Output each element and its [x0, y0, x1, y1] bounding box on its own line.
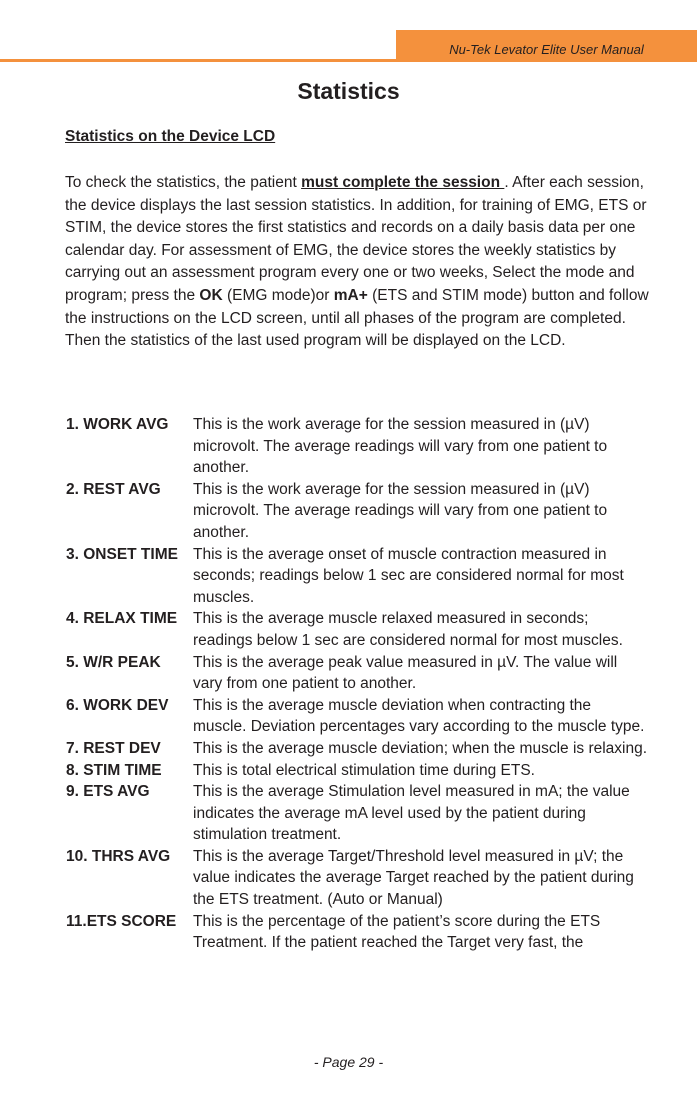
intro-paragraph: [65, 172, 655, 353]
definition-desc: This is the work average for the session measured in (µV) microvolt. The average readings will vary from one patient to another.: [193, 480, 608, 541]
definition-item: [66, 781, 656, 846]
page-number: - Page 29 -: [313, 1054, 384, 1070]
definition-desc: This is the work average for the session measured in (µV) microvolt. The average readings will vary from one patient to another.: [193, 416, 608, 477]
definition-item: [66, 846, 656, 911]
definition-term: 8. STIM TIME: [66, 761, 162, 779]
definition-term: 10. THRS AVG: [66, 847, 171, 865]
definition-desc: This is total electrical stimulation time during ETS.: [193, 761, 535, 779]
intro-text-1: To check the statistics, the patient: [65, 174, 302, 191]
intro-emphasis: must complete the session: [301, 174, 505, 191]
definition-item: [66, 479, 656, 544]
definition-item: [66, 911, 656, 954]
manual-title: Nu-Tek Levator Elite User Manual: [449, 42, 644, 57]
definition-desc: This is the average muscle relaxed measured in seconds; readings below 1 sec are considered normal for most muscles.: [193, 610, 623, 649]
definition-term: 2. REST AVG: [66, 480, 161, 498]
page-title: Statistics: [297, 78, 400, 104]
definition-desc: This is the average muscle deviation; when the muscle is relaxing.: [193, 739, 648, 757]
definition-desc: This is the percentage of the patient’s score during the ETS Treatment. If the patient reached the Target very fast, the: [193, 912, 601, 952]
intro-text-2: . After each session, the device displays the last session statistics. In addition, for training of EMG, ETS or STIM, the device stores the first statistics and records on a daily basis data per one calendar day. For assessment of EMG, the device stores the weekly statistics by carrying out an assessment program every one or two weeks, Select the mode and program; press the: [65, 174, 647, 304]
definition-term: 6. WORK DEV: [66, 696, 169, 714]
definition-term: 11.ETS SCORE: [66, 912, 177, 930]
ma-key-label: mA+: [333, 286, 368, 304]
definition-item: [66, 652, 656, 695]
ok-key-label: OK: [199, 286, 223, 304]
definition-desc: This is the average Target/Threshold level measured in µV; the value indicates the average Target reached by the patient during the ETS treatment. (Auto or Manual): [193, 847, 634, 909]
section-heading: Statistics on the Device LCD: [65, 128, 276, 145]
definition-term: 5. W/R PEAK: [66, 653, 161, 671]
definition-desc: This is the average muscle deviation when contracting the muscle. Deviation percentages vary according to the muscle type.: [193, 696, 645, 736]
definition-term: 4. RELAX TIME: [66, 610, 178, 628]
definition-item: [66, 738, 656, 760]
intro-text-3: (EMG mode)or: [222, 286, 334, 304]
definition-item: [66, 695, 656, 738]
definition-desc: This is the average onset of muscle contraction measured in seconds; readings below 1 sec are considered normal for most muscles.: [193, 545, 624, 606]
definition-item: [66, 544, 656, 609]
definition-desc: This is the average peak value measured in µV. The value will vary from one patient to another.: [193, 653, 618, 693]
definition-term: 3. ONSET TIME: [66, 545, 178, 563]
header-rule: [0, 59, 697, 62]
definition-term: 1. WORK AVG: [66, 416, 169, 433]
definition-list: [66, 414, 656, 954]
definition-item: [66, 760, 656, 782]
definition-item: [66, 414, 656, 479]
definition-term: 9. ETS AVG: [66, 783, 150, 801]
definition-item: [66, 608, 656, 651]
intro-text-4: (ETS and STIM mode) button and follow the instructions on the LCD screen, until all phases of the program are completed. Then the statistics of the last used program will be displayed on the LCD.: [65, 286, 649, 350]
definition-term: 7. REST DEV: [66, 739, 161, 757]
definition-desc: This is the average Stimulation level measured in mA; the value indicates the average mA level used by the patient during stimulation treatment.: [193, 783, 630, 844]
